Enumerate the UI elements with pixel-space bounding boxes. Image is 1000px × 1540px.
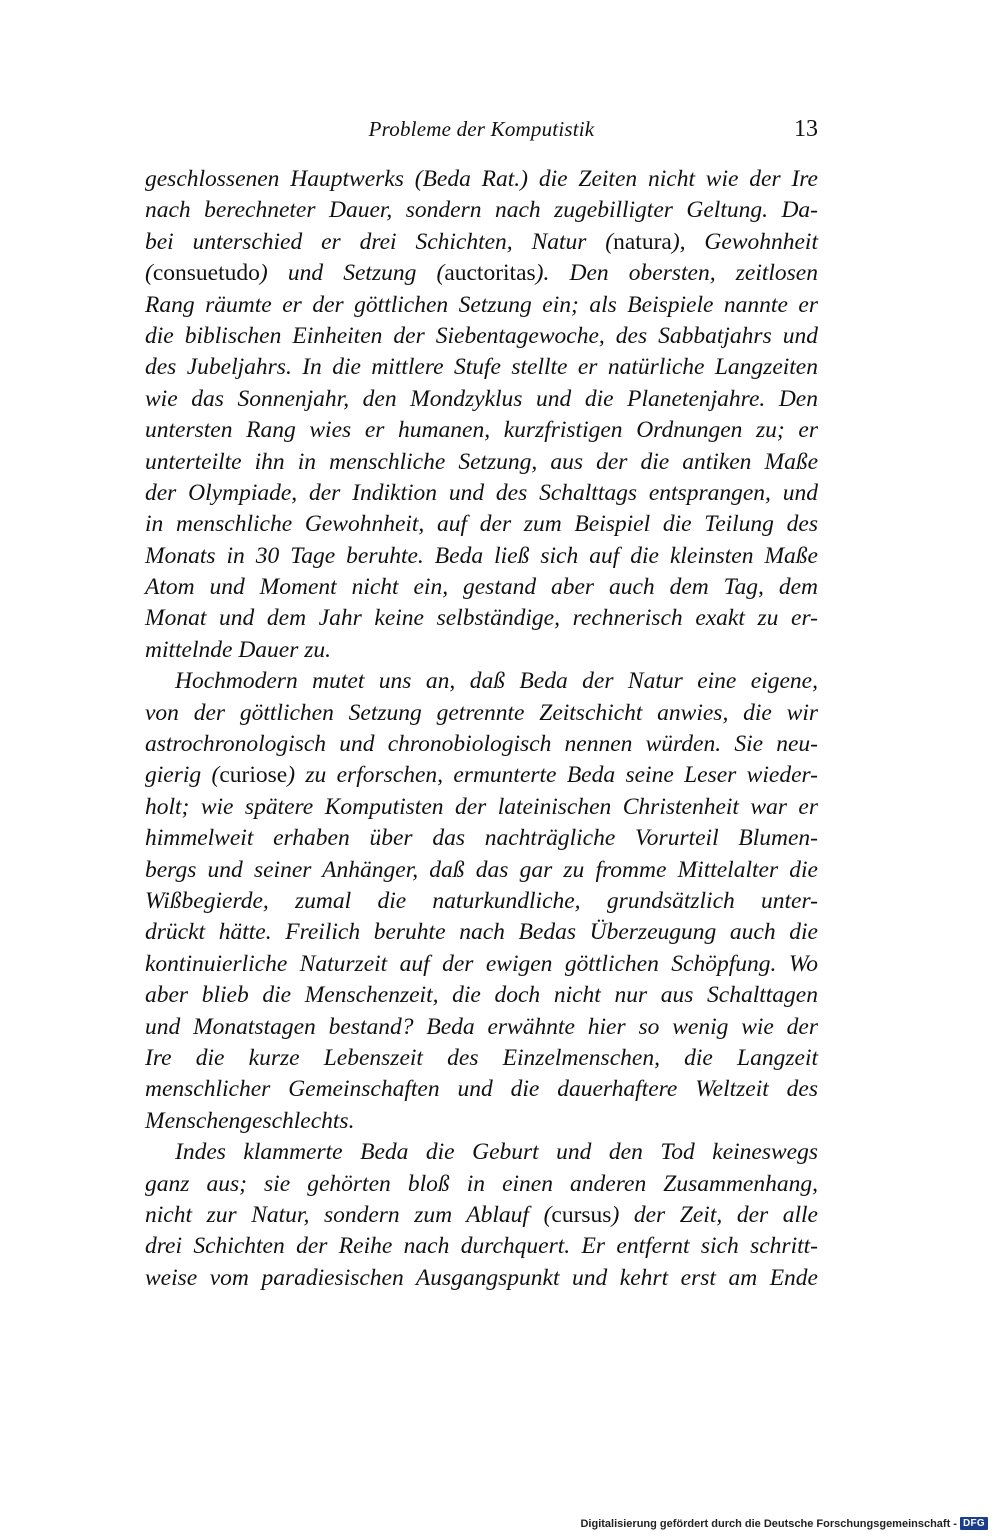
- text-line: drei Schichten der Reihe nach durchquert. Er entfernt sich schritt-: [145, 1233, 818, 1260]
- latin-term: natura: [613, 228, 672, 255]
- latin-term: consuetudo: [152, 260, 260, 287]
- text-line: Rang räumte er der göttlichen Setzung ein; als Beispiele nannte er: [145, 291, 818, 318]
- text-line: aber blieb die Menschenzeit, die doch nicht nur aus Schalttagen: [145, 982, 818, 1009]
- text-line: gierig (curiose) zu erforschen, ermunterte Beda seine Leser wieder-: [145, 762, 818, 789]
- text-line: Ire die kurze Lebenszeit des Einzelmenschen, die Langzeit: [145, 1044, 818, 1071]
- text-line: Wißbegierde, zumal die naturkundliche, grundsätzlich unter-: [145, 887, 818, 914]
- latin-term: cursus: [551, 1201, 612, 1228]
- text-line: die biblischen Einheiten der Siebentagewoche, des Sabbatjahrs und: [145, 322, 818, 349]
- credit-text: Digitalisierung gefördert durch die Deutsche Forschungsgemeinschaft -: [580, 1517, 957, 1530]
- text-line: Monat und dem Jahr keine selbständige, rechnerisch exakt zu er-: [145, 605, 818, 632]
- text-line: menschlicher Gemeinschaften und die dauerhaftere Weltzeit des: [145, 1076, 818, 1103]
- body-text: [145, 164, 818, 1294]
- running-title: Probleme der Komputistik: [368, 117, 595, 141]
- latin-term: auctoritas: [444, 260, 536, 287]
- text-line: drückt hätte. Freilich beruhte nach Bedas Überzeugung auch die: [145, 919, 818, 946]
- text-line: unterteilte ihn in menschliche Setzung, aus der die antiken Maße: [145, 448, 818, 475]
- text-line: nach berechneter Dauer, sondern nach zugebilligter Geltung. Da-: [145, 197, 818, 224]
- text-line: geschlossenen Hauptwerks (Beda Rat.) die Zeiten nicht wie der Ire: [145, 166, 818, 192]
- text-line: astrochronologisch und chronobiologisch nennen würden. Sie neu-: [145, 731, 818, 758]
- dfg-logo-icon: DFG: [960, 1517, 988, 1530]
- text-line: bergs und seiner Anhänger, daß das gar zu fromme Mittelalter die: [145, 856, 818, 883]
- text-line: bei unterschied er drei Schichten, Natur (natura), Gewohnheit: [145, 228, 818, 255]
- text-line: kontinuierliche Naturzeit auf der ewigen göttlichen Schöpfung. Wo: [145, 950, 818, 977]
- text-line: von der göttlichen Setzung getrennte Zeitschicht anwies, die wir: [145, 699, 818, 726]
- text-line: ganz aus; sie gehörten bloß in einen anderen Zusammenhang,: [145, 1170, 818, 1197]
- text-line: Menschengeschlechts.: [145, 1107, 355, 1134]
- text-line: des Jubeljahrs. In die mittlere Stufe stellte er natürliche Langzeiten: [145, 354, 818, 381]
- text-line: der Olympiade, der Indiktion und des Schalttags entsprangen, und: [145, 479, 818, 506]
- digitization-credit: [580, 1517, 988, 1530]
- text-line: holt; wie spätere Komputisten der lateinischen Christenheit war er: [145, 793, 818, 820]
- page-number: 13: [794, 116, 818, 142]
- text-line: und Monatstagen bestand? Beda erwähnte hier so wenig wie der: [145, 1013, 818, 1040]
- text-line: Indes klammerte Beda die Geburt und den Tod keineswegs: [175, 1139, 818, 1166]
- text-line: in menschliche Gewohnheit, auf der zum Beispiel die Teilung des: [145, 511, 818, 538]
- text-line: wie das Sonnenjahr, den Mondzyklus und die Planetenjahre. Den: [145, 385, 818, 412]
- text-line: himmelweit erhaben über das nachträgliche Vorurteil Blumen-: [145, 825, 818, 852]
- text-line: nicht zur Natur, sondern zum Ablauf (cursus) der Zeit, der alle: [145, 1201, 818, 1228]
- text-line: mittelnde Dauer zu.: [145, 636, 332, 663]
- running-head: [145, 114, 818, 146]
- text-line: Atom und Moment nicht ein, gestand aber auch dem Tag, dem: [145, 574, 818, 601]
- latin-term: curiose: [219, 762, 288, 789]
- text-line: Hochmodern mutet uns an, daß Beda der Natur eine eigene,: [175, 668, 818, 695]
- text-line: Monats in 30 Tage beruhte. Beda ließ sich auf die kleinsten Maße: [145, 542, 818, 569]
- text-line: weise vom paradiesischen Ausgangspunkt und kehrt erst am Ende: [145, 1264, 818, 1291]
- text-line: (consuetudo) und Setzung (auctoritas). Den obersten, zeitlosen: [145, 260, 818, 287]
- text-line: untersten Rang wies er humanen, kurzfristigen Ordnungen zu; er: [145, 417, 818, 444]
